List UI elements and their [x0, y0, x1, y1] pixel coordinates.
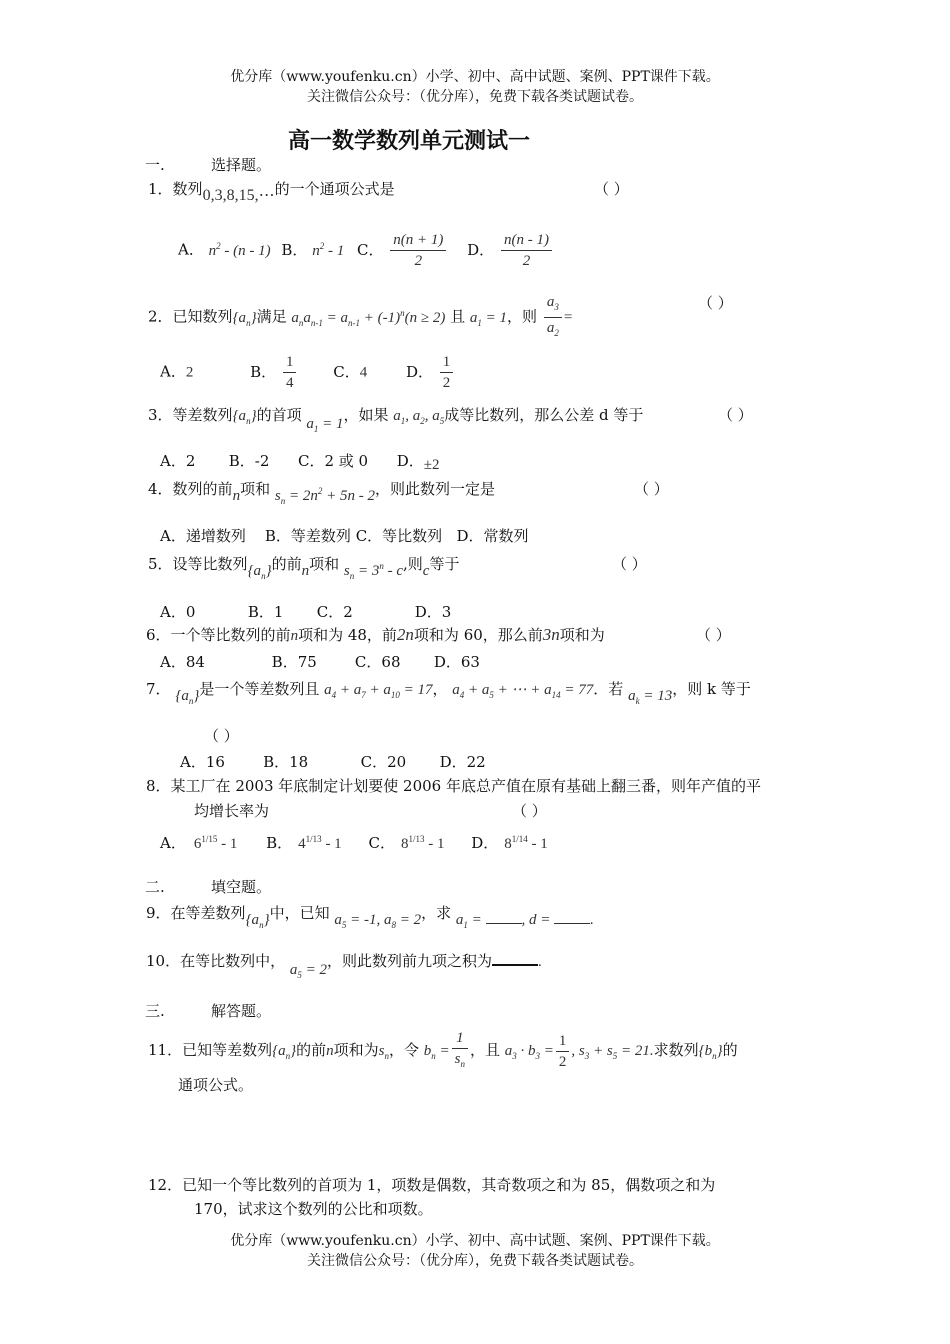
q3-answer-paren: （ ） [718, 406, 753, 424]
q9-text: 9．在等差数列$\{a_n\}$中，已知 $a_5 = -1$, $a_8 = 2$，求 $a_1$ = , d = . [146, 904, 594, 930]
q2-answer-paren: （ ） [698, 294, 733, 312]
q2-options: A．2 B． $\frac{1}{4}$ C．4 D． $\frac{1}{2}$ [160, 352, 455, 393]
q8-answer-paren: （ ） [512, 802, 547, 820]
section-2-number: 二. [145, 878, 165, 896]
q12-text-line1: 12．已知一个等比数列的首项为 1，项数是偶数，其奇数项之和为 85，偶数项之和为 [148, 1176, 716, 1194]
header-line-2: 关注微信公众号：（优分库），免费下载各类试题试卷。 [307, 89, 643, 105]
section-1-number: 一. [145, 156, 165, 174]
q11-text: 11．已知等差数列$\{a_n\}$的前n项和为$s_n$，令 $b_n$ = $\frac{1}{s_n}$ ，且 $a_3 \cdot b_3$ = $\frac{1}{2}$ , $s_3 + s_5 = 21$.求数列$\{b_n\}$的 [148, 1030, 738, 1070]
q10-text: 10．在等比数列中， $a_5 = 2$，则此数列前九项之积为 . [146, 952, 542, 980]
header-line-1: 优分库（www.youfenku.cn）小学、初中、高中试题、案例、PPT课件下载。 [230, 69, 720, 85]
q3-text: 3．等差数列$\{a_n\}$的首项 $a_1 = 1$，如果 $a_1$, $a_2$, $a_5$成等比数列，那么公差 d 等于 [148, 406, 644, 434]
q11-text-line2: 通项公式。 [178, 1076, 254, 1094]
q5-text: 5．设等比数列$\{a_n\}$的前n项和 $s_n = 3^n - c$,则c等于 [148, 555, 460, 581]
q7-options: A．16 B．18 C．20 D．22 [180, 753, 486, 771]
q3-options: A．2 B．-2 C．2 或 0 D．±2 [160, 452, 440, 473]
q4-options: A．递增数列 B．等差数列 C．等比数列 D．常数列 [160, 527, 529, 545]
footer-line-1: 优分库（www.youfenku.cn）小学、初中、高中试题、案例、PPT课件下载。 [230, 1233, 720, 1249]
footer-line-2: 关注微信公众号：（优分库），免费下载各类试题试卷。 [307, 1253, 643, 1269]
section-3-label: 解答题。 [211, 1002, 272, 1020]
q4-text: 4．数列的前n项和 $s_n = 2n^2 + 5n - 2$，则此数列一定是 [148, 480, 495, 506]
q12-text-line2: 170，试求这个数列的公比和项数。 [194, 1200, 433, 1218]
q7-text: 7． $\{a_n\}$是一个等差数列且 $a_4 + a_7 + a_{10} = 17$， $a_4 + a_5$ + ⋯ + $a_{14} = 77$．若 $a_k = 13$，则 k 等于 [146, 680, 751, 706]
q1-text: 1．数列0,3,8,15,⋯的一个通项公式是 [148, 180, 395, 204]
q7-answer-paren: （ ） [204, 727, 239, 745]
page-title: 高一数学数列单元测试一 [288, 128, 531, 154]
q6-options: A．84 B．75 C．68 D．63 [160, 653, 480, 671]
q6-answer-paren: （ ） [696, 626, 731, 644]
section-1-label: 选择题。 [211, 156, 272, 174]
q2-text: 2．已知数列$\{a_n\}$满足 $a_na_{n-1} = a_{n-1} + (-1)^n(n \ge 2)$ 且 $a_1 = 1$，则 $\frac{a_3}{a_2}$ = [148, 294, 573, 338]
section-3-number: 三. [145, 1002, 165, 1020]
q5-answer-paren: （ ） [612, 555, 647, 573]
q6-text: 6．一个等比数列的前n项和为 48，前2n项和为 60，那么前3n项和为 [146, 625, 605, 644]
q5-options: A．0 B．1 C．2 D．3 [160, 603, 452, 621]
q8-text-line2: 均增长率为 [194, 802, 270, 820]
q1-answer-paren: （ ） [594, 180, 629, 198]
section-2-label: 填空题。 [211, 878, 272, 896]
q8-text-line1: 8．某工厂在 2003 年底制定计划要使 2006 年底总产值在原有基础上翻三番，则年产值的平 [146, 777, 761, 795]
q4-answer-paren: （ ） [634, 480, 669, 498]
q1-options: A． $n^2 - (n - 1)$ B． $n^2 - 1$ C． $\frac{n(n + 1)}{2}$ D． $\frac{n(n - 1)}{2}$ [178, 230, 554, 271]
q8-options: A． $6^{1/15} - 1$ B． $4^{1/13} - 1$ C． $8^{1/13} - 1$ D． $8^{1/14} - 1$ [160, 834, 548, 852]
